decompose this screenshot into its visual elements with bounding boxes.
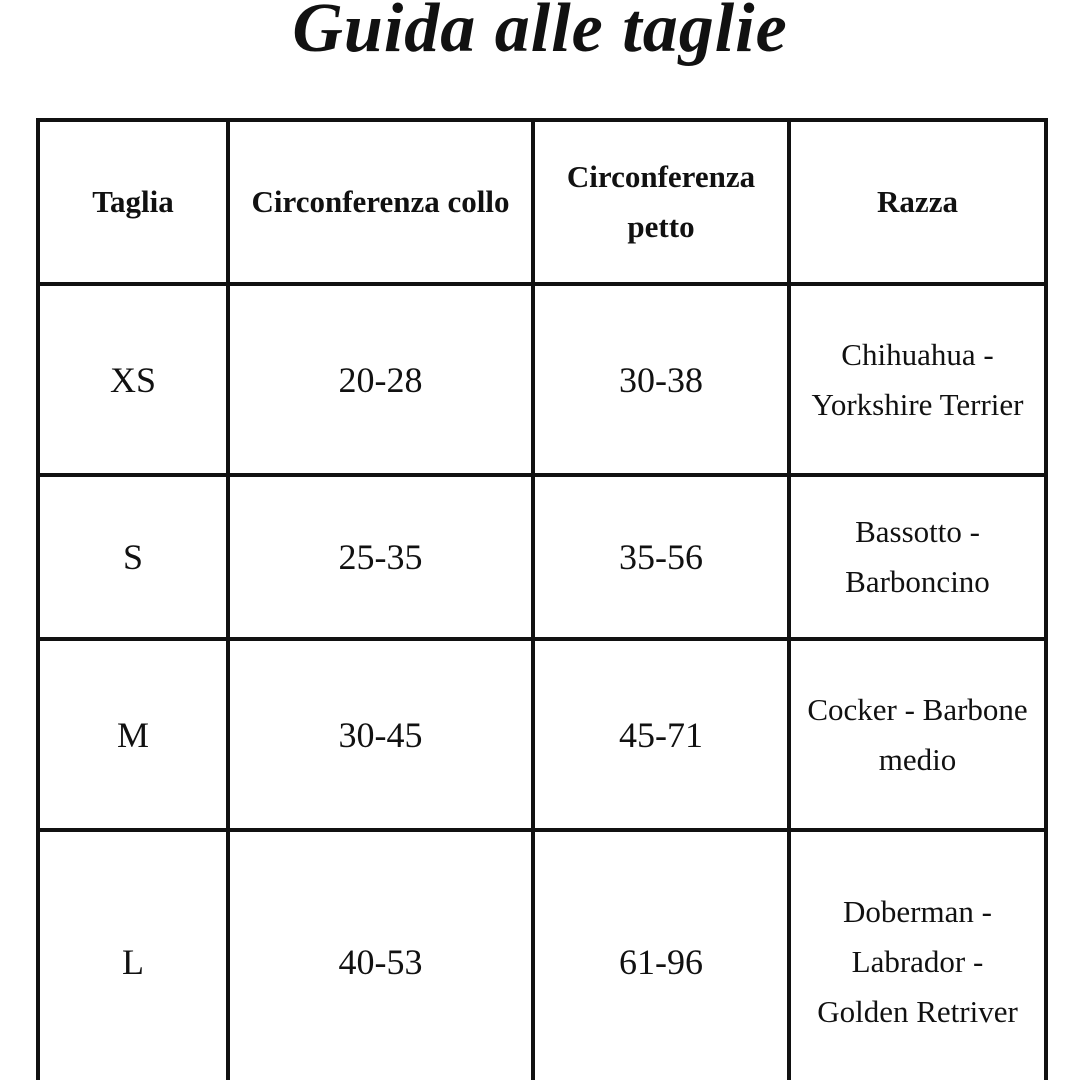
cell-chest: 35-56 bbox=[533, 475, 789, 639]
cell-size: XS bbox=[38, 284, 228, 475]
table-row bbox=[38, 830, 1046, 1080]
cell-chest: 45-71 bbox=[533, 639, 789, 830]
table-header-row bbox=[38, 120, 1046, 284]
cell-size: M bbox=[38, 639, 228, 830]
header-breed: Razza bbox=[789, 120, 1046, 284]
cell-breed: Doberman - Labrador - Golden Retriver bbox=[789, 830, 1046, 1080]
cell-breed: Cocker - Barbone medio bbox=[789, 639, 1046, 830]
table-row bbox=[38, 284, 1046, 475]
page-title: Guida alle taglie bbox=[292, 0, 788, 67]
cell-breed: Chihuahua - Yorkshire Terrier bbox=[789, 284, 1046, 475]
header-chest-circumference: Circonferenza petto bbox=[533, 120, 789, 284]
cell-neck: 30-45 bbox=[228, 639, 533, 830]
header-size: Taglia bbox=[38, 120, 228, 284]
table-row bbox=[38, 475, 1046, 639]
cell-breed: Bassotto - Barboncino bbox=[789, 475, 1046, 639]
cell-chest: 61-96 bbox=[533, 830, 789, 1080]
cell-size: L bbox=[38, 830, 228, 1080]
table-row bbox=[38, 639, 1046, 830]
cell-neck: 20-28 bbox=[228, 284, 533, 475]
size-guide-table bbox=[36, 118, 1048, 1080]
cell-size: S bbox=[38, 475, 228, 639]
cell-neck: 25-35 bbox=[228, 475, 533, 639]
cell-chest: 30-38 bbox=[533, 284, 789, 475]
header-neck-circumference: Circonferenza collo bbox=[228, 120, 533, 284]
cell-neck: 40-53 bbox=[228, 830, 533, 1080]
